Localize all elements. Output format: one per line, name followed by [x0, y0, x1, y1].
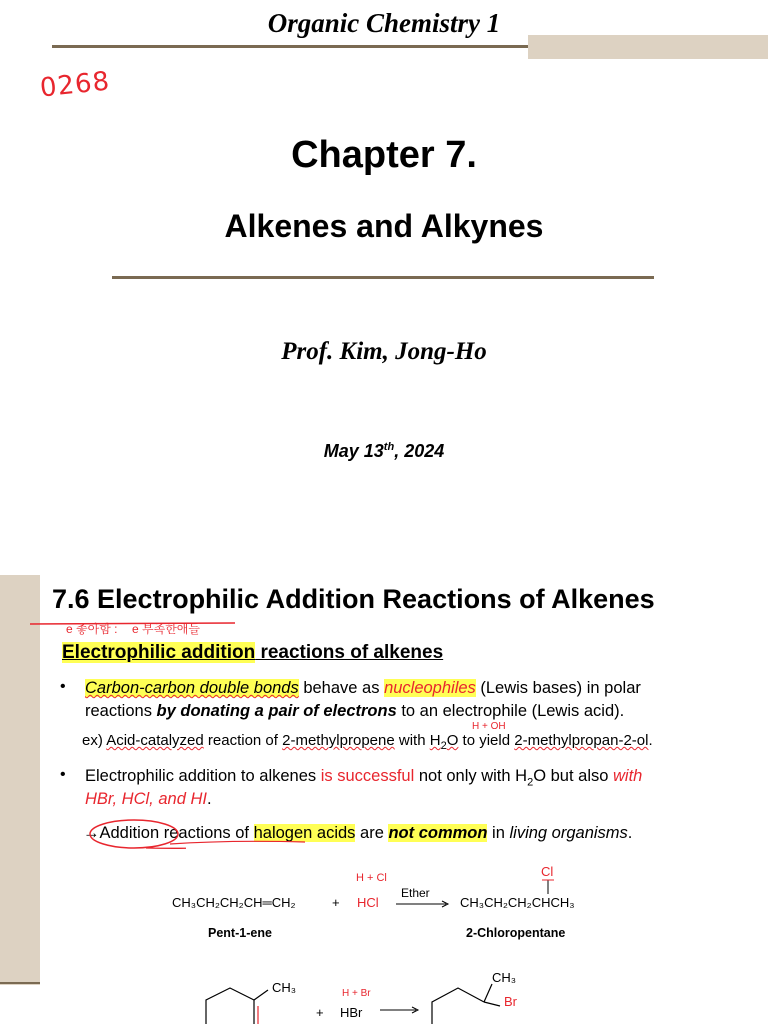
- reagent-hcl: HCl: [357, 895, 379, 910]
- text-span: with: [613, 767, 643, 785]
- highlight-nucleophiles: nucleophiles: [384, 679, 476, 697]
- example-line: [82, 732, 653, 752]
- text-span: Addition: [99, 824, 160, 842]
- reaction-arrow-1: [396, 900, 452, 908]
- text-span: halogen acids: [253, 824, 356, 842]
- header-accent-block: [528, 35, 768, 59]
- bullet-1-line-2: [85, 700, 624, 723]
- text-span: 2: [527, 776, 534, 789]
- text-span: (Lewis bases) in polar: [475, 679, 641, 697]
- br-substituent: Br: [504, 994, 517, 1009]
- text-span: reactions of: [159, 824, 254, 842]
- plus-sign-2: +: [316, 1005, 324, 1020]
- cl-bond-line: [540, 878, 560, 896]
- chapter-subtitle: Alkenes and Alkynes: [224, 208, 544, 244]
- text-span: 2-methylpropan-2-ol: [514, 732, 649, 749]
- red-underline-halogen: [170, 838, 310, 848]
- text-span: not common: [388, 824, 488, 842]
- title-rule: [112, 276, 654, 279]
- text-span: 2: [440, 740, 447, 752]
- section-title: 7.6 Electrophilic Addition Reactions of Alkenes: [52, 584, 655, 614]
- korean-annotation-2: e 부족한애들: [132, 622, 200, 636]
- header-rule: [52, 45, 528, 48]
- korean-annotation-1: e 좋아함 :: [66, 622, 118, 636]
- product-cl-substituent: Cl: [541, 864, 554, 879]
- lecture-date: [0, 441, 768, 462]
- reactant-pentene: CH₃CH₂CH₂CH═CH₂: [172, 895, 296, 910]
- text-span: to yield: [458, 732, 515, 749]
- text-span: living organisms: [509, 824, 628, 842]
- text-span: →: [83, 824, 100, 842]
- plus-sign-1: +: [332, 895, 340, 910]
- text-span: reactions: [85, 702, 157, 720]
- h-br-annotation: H + Br: [342, 988, 371, 999]
- condition-ether: Ether: [401, 886, 430, 900]
- chapter-title: Chapter 7.: [291, 134, 477, 176]
- side-accent-line: [0, 982, 40, 984]
- red-circle-annotation: [86, 816, 186, 856]
- text-span: HBr, HCl, and HI: [85, 790, 207, 808]
- text-span: .: [627, 824, 633, 842]
- ch3-right: CH₃: [492, 970, 517, 985]
- methylcyclohexene-structure: [196, 970, 286, 1024]
- professor-name: Prof. Kim, Jong-Ho: [281, 338, 487, 365]
- text-span: ex): [82, 732, 107, 749]
- ch3-left: CH₃: [272, 980, 297, 995]
- product-chloropentane: CH₃CH₂CH₂CHCH₃: [460, 895, 575, 910]
- bullet-dot-1: •: [60, 678, 66, 695]
- date-month-day: May 13: [323, 441, 384, 461]
- text-span: not only with H: [414, 767, 528, 785]
- h-oh-annotation: H + OH: [472, 721, 506, 732]
- text-span: Electrophilic addition to alkenes: [85, 767, 321, 785]
- bold-donating: by donating a pair of electrons: [156, 702, 397, 720]
- text-span: O but also: [533, 767, 613, 785]
- heading-rest: reactions of alkenes: [255, 642, 444, 663]
- text-span: are: [355, 824, 389, 842]
- text-span: in: [487, 824, 510, 842]
- content-slide: [0, 560, 768, 1024]
- date-ordinal: th: [383, 441, 395, 453]
- text-span: H: [429, 732, 441, 749]
- bullet-2-line-2: [85, 788, 212, 811]
- text-span: is successful: [320, 767, 415, 785]
- text-span: with: [394, 732, 430, 749]
- water-formula: [429, 732, 459, 752]
- highlight-double-bonds: Carbon-carbon double bonds: [85, 679, 299, 697]
- reaction-arrow-2: [380, 1006, 422, 1014]
- h-cl-annotation: H + Cl: [356, 872, 387, 884]
- course-title: Organic Chemistry 1: [267, 8, 501, 38]
- text-span: 2-methylpropene: [282, 732, 395, 749]
- text-span: reaction of: [203, 732, 283, 749]
- product-name: 2-Chloropentane: [466, 926, 566, 940]
- side-accent-bar: [0, 575, 40, 985]
- heading-highlight: Electrophilic addition: [62, 642, 256, 663]
- subsection-heading: [62, 642, 443, 664]
- text-span: O: [446, 732, 459, 749]
- text-span: Acid-catalyzed: [106, 732, 204, 749]
- reactant-name: Pent-1-ene: [208, 926, 272, 940]
- text-span: behave as: [298, 679, 385, 697]
- text-span: to an electrophile (Lewis acid).: [396, 702, 625, 720]
- text-span: .: [648, 732, 653, 749]
- bullet-1-line-1: [85, 677, 641, 700]
- date-year: , 2024: [394, 441, 445, 461]
- text-span: .: [206, 790, 212, 808]
- reagent-hbr: HBr: [340, 1005, 363, 1020]
- bullet-dot-2: •: [60, 766, 66, 783]
- handwritten-note: 0268: [38, 66, 112, 104]
